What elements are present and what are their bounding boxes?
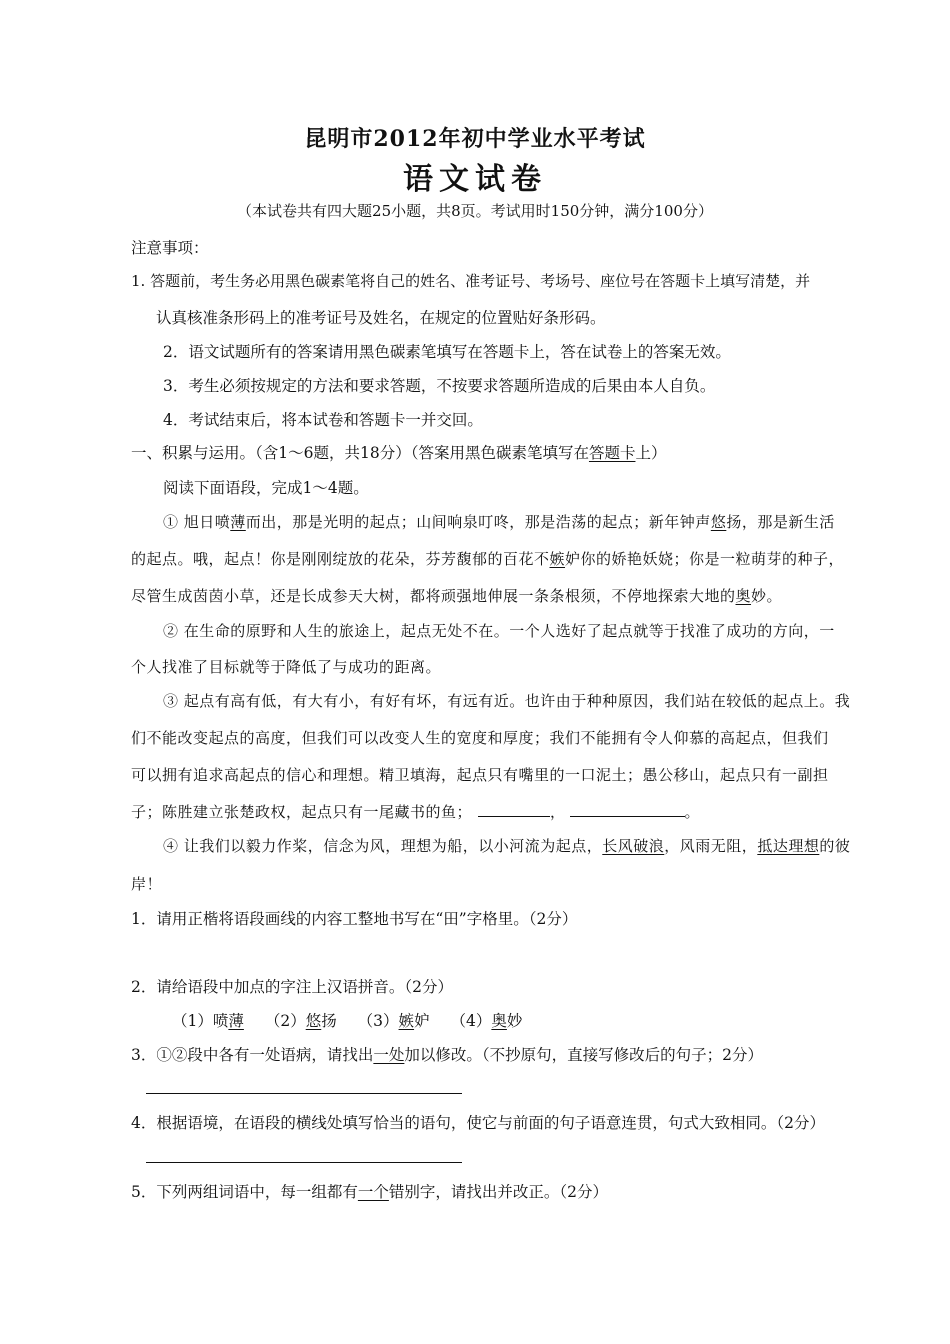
- question-2: 2．请给语段中加点的字注上汉语拼音。（2分）: [131, 978, 453, 996]
- passage-p3-line-4: 子；陈胜建立张楚政权，起点只有一尾藏书的鱼； ， 。: [131, 803, 701, 821]
- subject-title: 语文试卷: [403, 162, 547, 197]
- exam-title: 昆明市2012年初中学业水平考试: [304, 126, 646, 152]
- passage-p1-line-1: ① 旭日喷薄而出，那是光明的起点；山间响泉叮咚，那是浩荡的起点；新年钟声悠扬，那是新生活: [163, 513, 835, 531]
- notice-item-4: 4．考试结束后，将本试卷和答题卡一并交回。: [163, 411, 483, 429]
- exam-info: （本试卷共有四大题25小题，共8页。考试用时150分钟，满分100分）: [237, 202, 713, 220]
- passage-p2-line-1: ② 在生命的原野和人生的旅途上，起点无处不在。一个人选好了起点就等于找准了成功的方向，一: [163, 622, 835, 640]
- section-1-heading: 一、积累与运用。（含1～6题，共18分）（答案用黑色碳素笔填写在答题卡上）: [131, 444, 667, 462]
- section-1-intro: 阅读下面语段，完成1～4题。: [163, 479, 369, 497]
- passage-p3-line-3: 可以拥有追求高起点的信心和理想。精卫填海，起点只有嘴里的一口泥土；愚公移山，起点只有一副担: [131, 766, 829, 784]
- passage-p3-line-1: ③ 起点有高有低，有大有小，有好有坏，有远有近。也许由于种种原因，我们站在较低的起点上。我: [163, 692, 851, 710]
- notice-heading: 注意事项：: [131, 239, 209, 257]
- question-4-answer-line[interactable]: [146, 1162, 462, 1163]
- notice-item-2: 2．语文试题所有的答案请用黑色碳素笔填写在答题卡上，答在试卷上的答案无效。: [163, 343, 731, 361]
- passage-p1-line-2: 的起点。哦，起点！你是刚刚绽放的花朵，芬芳馥郁的百花不嫉妒你的娇艳妖娆；你是一粒萌芽的种子，: [131, 550, 845, 568]
- question-4: 4．根据语境，在语段的横线处填写恰当的语句，使它与前面的句子语意连贯，句式大致相同。（2分）: [131, 1114, 825, 1132]
- fill-blank-2[interactable]: [570, 802, 685, 817]
- passage-p4-line-1: ④ 让我们以毅力作桨，信念为风，理想为船，以小河流为起点，长风破浪，风雨无阻，抵达理想的彼: [163, 837, 851, 855]
- question-3-answer-line[interactable]: [146, 1093, 462, 1094]
- passage-p3-line-2: 们不能改变起点的高度，但我们可以改变人生的宽度和厚度；我们不能拥有令人仰慕的高起点，但我们: [131, 729, 829, 747]
- notice-item-1-line-2: 认真核准条形码上的准考证号及姓名，在规定的位置贴好条形码。: [156, 309, 606, 327]
- passage-p2-line-2: 个人找准了目标就等于降低了与成功的距离。: [131, 658, 442, 676]
- question-2-options: （1）喷薄 （2）悠扬 （3）嫉妒 （4）奥妙: [172, 1012, 523, 1030]
- question-1: 1．请用正楷将语段画线的内容工整地书写在“田”字格里。（2分）: [131, 910, 578, 928]
- question-5: 5．下列两组词语中，每一组都有一个错别字，请找出并改正。（2分）: [131, 1183, 609, 1201]
- notice-item-3: 3．考生必须按规定的方法和要求答题，不按要求答题所造成的后果由本人自负。: [163, 377, 716, 395]
- passage-p1-line-3: 尽管生成茵茵小草，还是长成参天大树，都将顽强地伸展一条条根须，不停地探索大地的奥妙。: [131, 587, 783, 605]
- notice-item-1-line-1: 1. 答题前，考生务必用黑色碳素笔将自己的姓名、准考证号、考场号、座位号在答题卡上填写清楚，并: [131, 272, 811, 290]
- fill-blank-1[interactable]: [478, 802, 550, 817]
- question-3: 3．①②段中各有一处语病，请找出一处加以修改。（不抄原句，直接写修改后的句子；2分）: [131, 1046, 764, 1064]
- passage-p4-line-2: 岸！: [131, 875, 163, 893]
